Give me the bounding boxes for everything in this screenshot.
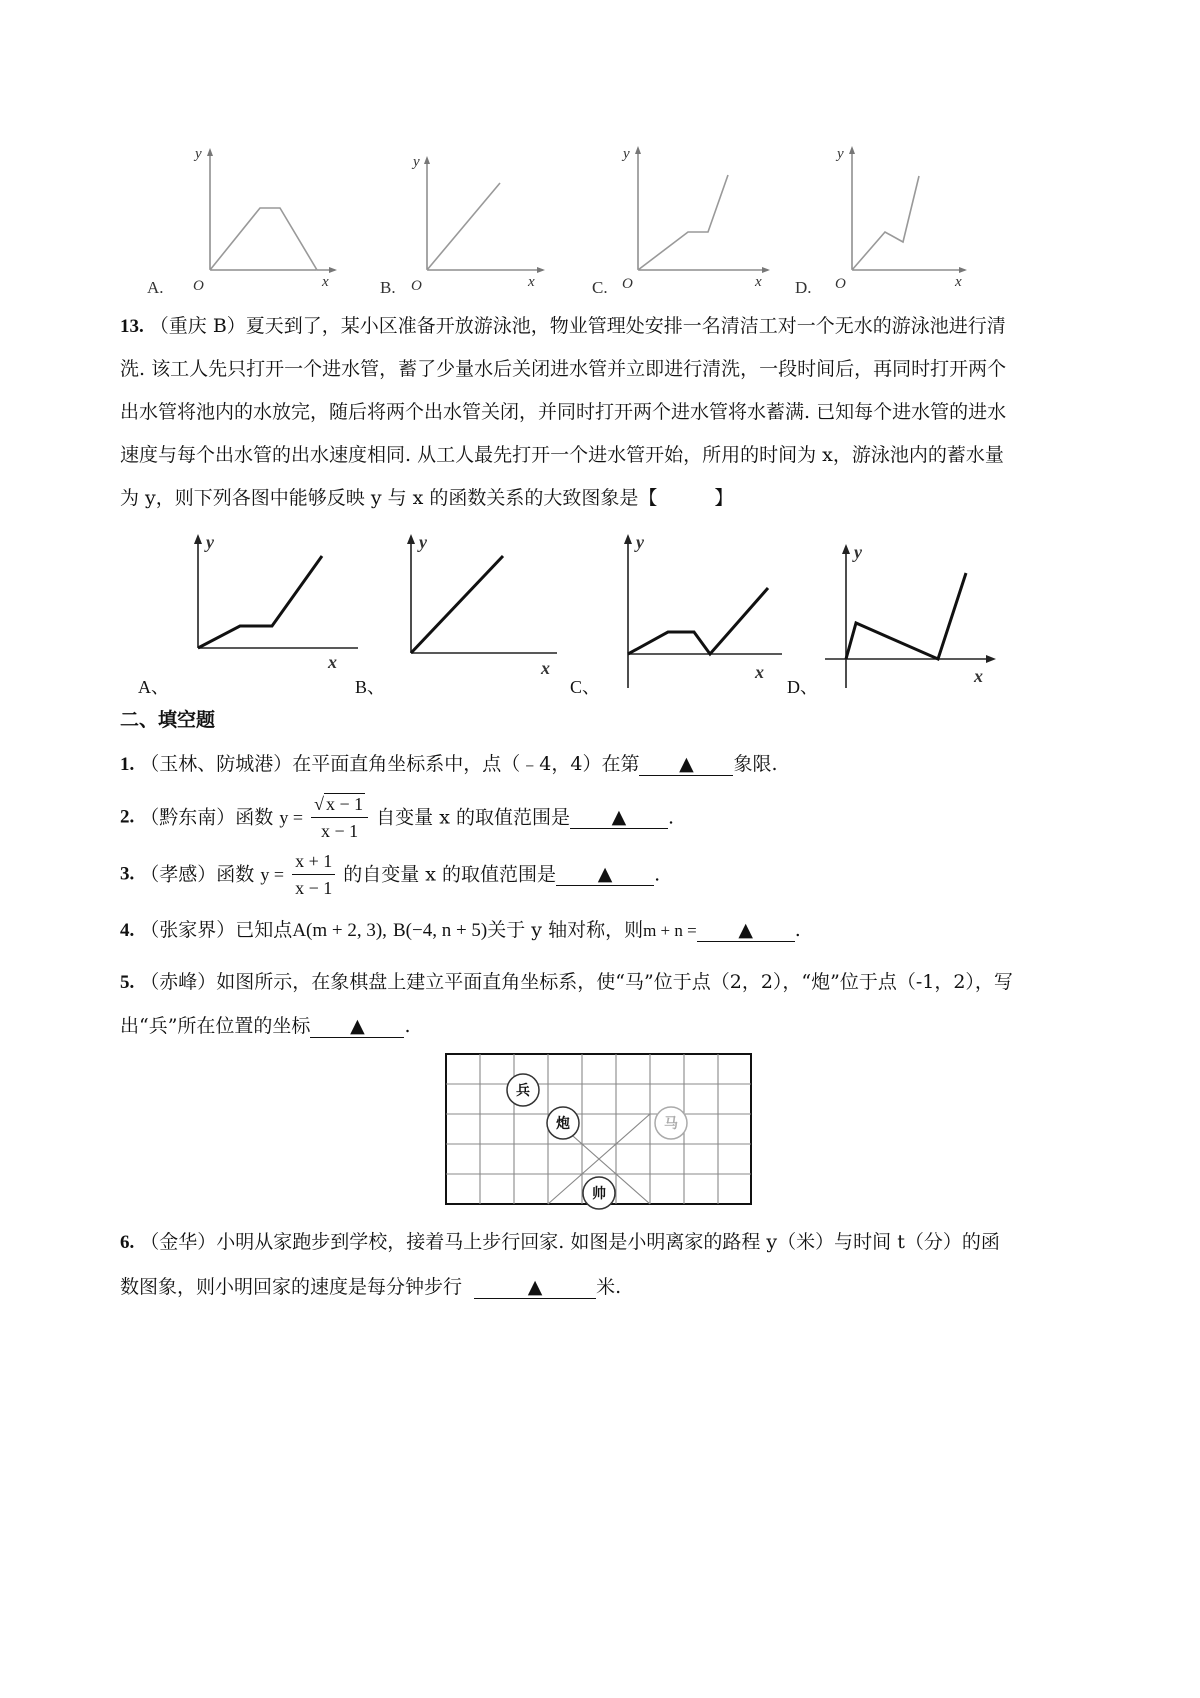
axis-label-y: y xyxy=(636,532,644,552)
origin-label: O xyxy=(622,276,633,292)
fill-q2 xyxy=(120,793,674,847)
axis-label-y: y xyxy=(837,146,844,162)
answer-blank[interactable]: ▲ xyxy=(697,919,795,942)
axis-label-y: y xyxy=(419,532,427,552)
q2-fraction xyxy=(311,793,368,842)
q6-end: 米. xyxy=(596,1276,622,1298)
q13-text: 为 y，则下列各图中能够反映 y 与 x 的函数关系的大致图象是【 】 xyxy=(120,487,734,509)
origin-label-x: x xyxy=(755,274,762,290)
q13-graph-b xyxy=(385,528,565,688)
q13-graph-c xyxy=(610,528,790,698)
q3-numerator: x + 1 xyxy=(292,850,335,875)
section-heading xyxy=(120,706,215,734)
q6-text: （金华）小明从家跑步到学校，接着马上步行回家. 如图是小明离家的路程 y（米）与时间 t（分）的函 xyxy=(140,1231,1000,1253)
q1-text: （玉林、防城港）在平面直角坐标系中，点（﹣4，4）在第 xyxy=(140,753,640,775)
q2-text-b: 自变量 x 的取值范围是 xyxy=(376,806,570,829)
point-b: B(−4, n + 5) xyxy=(392,920,488,941)
q5-text-2: 出“兵”所在位置的坐标 xyxy=(120,1015,311,1037)
chessboard-figure xyxy=(445,1052,755,1216)
q2-y-equals: y = xyxy=(279,807,304,828)
axis-label-y: y xyxy=(623,146,630,162)
origin-label: O xyxy=(193,278,204,294)
q12-option-a-label: A. xyxy=(147,278,164,297)
piece-shuai xyxy=(583,1177,615,1209)
q2-text: （黔东南）函数 xyxy=(140,806,274,829)
q13-option-b-label: B、 xyxy=(355,677,386,697)
q13-option-a-label: A、 xyxy=(138,677,169,697)
q2-radicand: x − 1 xyxy=(325,794,364,814)
axis-label-y: y xyxy=(206,532,214,552)
q13-line-5 xyxy=(120,484,733,512)
q13-text: 速度与每个出水管的出水速度相同. 从工人最先打开一个进水管开始，所用的时间为 x，游泳池内的蓄水量 xyxy=(120,444,1004,466)
question-number: 3. xyxy=(120,863,135,885)
q3-denominator: x − 1 xyxy=(295,878,333,898)
q4-text: （张家界）已知点 xyxy=(140,919,293,941)
origin-label: O xyxy=(835,276,846,292)
fill-q5 xyxy=(120,968,1013,997)
section-title: 二、填空题 xyxy=(120,709,216,731)
piece-bing xyxy=(507,1074,539,1106)
answer-blank[interactable]: ▲ xyxy=(556,863,654,886)
q5-text: （赤峰）如图所示，在象棋盘上建立平面直角坐标系，使“马”位于点（2，2），“炮”位于点（-1，2），写 xyxy=(140,971,1013,993)
q4-expression: m + n = xyxy=(643,921,697,940)
answer-blank[interactable]: ▲ xyxy=(639,753,733,776)
svg-text:马: 马 xyxy=(664,1116,678,1132)
q12-graph-a xyxy=(165,140,345,300)
svg-text:炮: 炮 xyxy=(556,1116,570,1132)
fill-q1 xyxy=(120,750,778,779)
q13-line-2 xyxy=(120,355,1006,383)
q2-denominator: x − 1 xyxy=(321,821,359,841)
q12-graph-b xyxy=(385,148,555,298)
q3-text-b: 的自变量 x 的取值范围是 xyxy=(343,863,557,886)
axis-label-x: x xyxy=(322,274,329,290)
fill-q5-line2 xyxy=(120,1012,410,1040)
q13-line-1 xyxy=(120,312,1006,341)
q3-end: . xyxy=(654,863,661,886)
fill-q6 xyxy=(120,1228,1000,1257)
q12-option-d-label: D. xyxy=(795,278,812,297)
svg-text:帅: 帅 xyxy=(592,1186,606,1202)
origin-label: O xyxy=(411,278,422,294)
q12-graph-d xyxy=(815,140,975,300)
point-a: A(m + 2, 3), xyxy=(292,920,387,941)
q12-option-c-label: C. xyxy=(592,278,608,297)
q5-end: . xyxy=(404,1015,411,1037)
axis-label-x: x xyxy=(328,652,337,672)
axis-label-y: y xyxy=(413,154,420,170)
fill-q6-line2 xyxy=(120,1273,621,1301)
answer-blank[interactable]: ▲ xyxy=(570,806,668,829)
axis-label-x: x xyxy=(955,274,962,290)
fill-q4 xyxy=(120,916,801,945)
axis-label-x: x xyxy=(528,274,535,290)
axis-label-x: x xyxy=(755,662,764,682)
question-number: 5. xyxy=(120,972,135,993)
piece-pao xyxy=(547,1107,579,1139)
fill-q3 xyxy=(120,850,660,904)
svg-text:兵: 兵 xyxy=(516,1083,530,1099)
axis-label-x: x xyxy=(541,658,550,678)
axis-label-x: x xyxy=(974,666,983,686)
q6-text-2: 数图象，则小明回家的速度是每分钟步行 xyxy=(120,1276,463,1298)
axis-label-y: y xyxy=(195,146,202,162)
q12-graph-c xyxy=(600,140,780,300)
q13-text: （重庆 B）夏天到了，某小区准备开放游泳池，物业管理处安排一名清洁工对一个无水的游泳池进行清 xyxy=(149,315,1006,337)
q4-text-b: 关于 y 轴对称，则 xyxy=(487,919,644,941)
q3-y-equals: y = xyxy=(260,864,285,885)
sqrt-sign: √ x − 1 xyxy=(314,794,364,814)
answer-blank[interactable]: ▲ xyxy=(474,1276,596,1299)
q13-graph-d xyxy=(820,538,1000,698)
q13-option-c-label: C、 xyxy=(570,677,601,697)
q3-fraction xyxy=(292,850,335,899)
q4-end: . xyxy=(794,919,801,941)
q1-text-end: 象限. xyxy=(733,753,778,775)
q13-text: 出水管将池内的水放完，随后将两个出水管关闭，并同时打开两个进水管将水蓄满. 已知每个进水管的进水 xyxy=(120,401,1007,423)
answer-blank[interactable]: ▲ xyxy=(310,1015,404,1038)
question-number: 4. xyxy=(120,920,135,941)
question-number: 13. xyxy=(120,316,144,337)
q13-line-4 xyxy=(120,441,1004,469)
axis-label-y: y xyxy=(854,542,862,562)
q13-text: 洗. 该工人先只打开一个进水管，蓄了少量水后关闭进水管并立即进行清洗，一段时间后，再同时打开两个 xyxy=(120,358,1007,380)
q13-line-3 xyxy=(120,398,1006,426)
question-number: 6. xyxy=(120,1232,135,1253)
piece-ma xyxy=(655,1107,687,1139)
question-number: 1. xyxy=(120,754,135,775)
q2-end: . xyxy=(667,806,674,829)
question-number: 2. xyxy=(120,806,135,828)
q3-text: （孝感）函数 xyxy=(140,863,255,886)
q13-option-d-label: D、 xyxy=(787,677,818,697)
q13-graph-a xyxy=(170,528,370,678)
q12-option-b-label: B. xyxy=(380,278,396,297)
